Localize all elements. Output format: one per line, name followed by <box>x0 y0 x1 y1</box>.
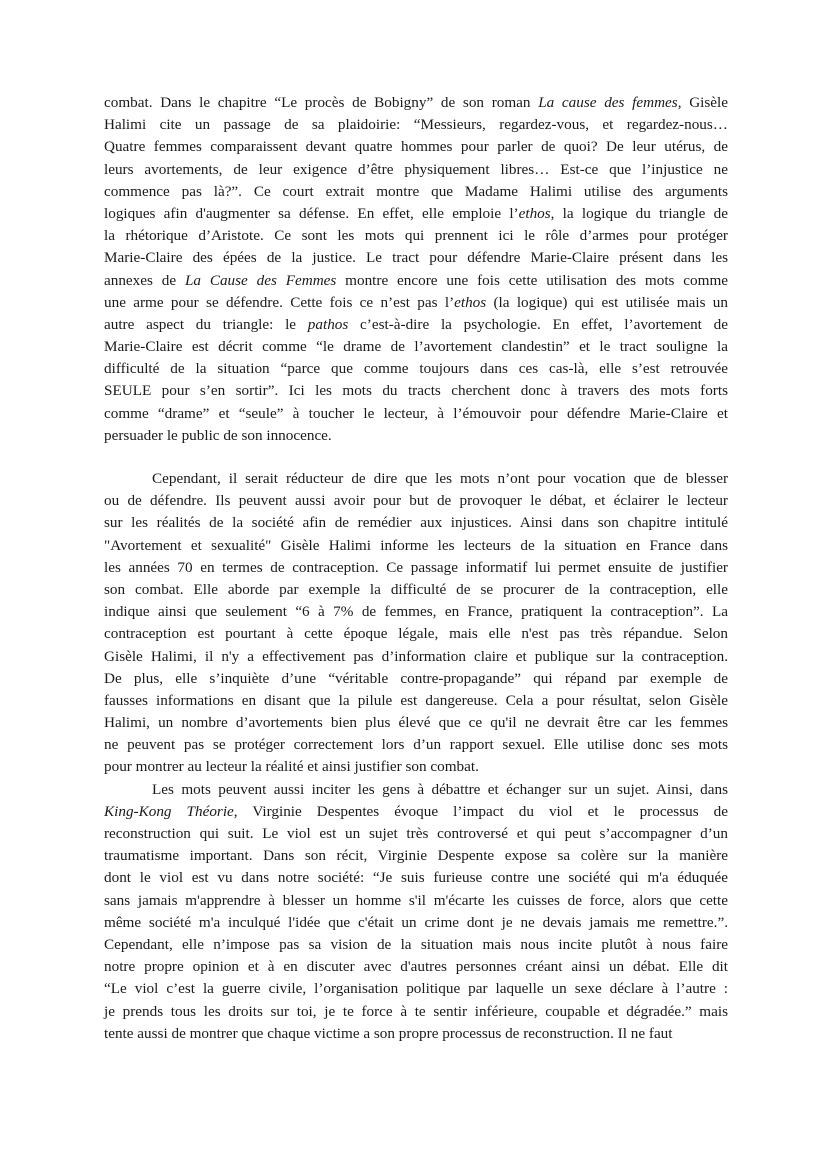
text-line <box>104 358 728 380</box>
text-line <box>104 823 728 845</box>
text-segment: , la logique du triangle de <box>550 204 728 222</box>
text-line <box>104 623 728 645</box>
text-segment: Marie-Claire est décrit comme “le drame de l’avortement clandestin” et le tract souligne la <box>104 338 728 356</box>
text-line <box>104 425 728 447</box>
text-segment: annexes de <box>104 271 185 289</box>
text-line <box>104 490 728 512</box>
text-segment: je prends tous les droits sur toi, je te force à te sentir inférieure, coupable et dégradée.” mais <box>104 1002 728 1020</box>
paragraph-bobigny <box>104 92 728 447</box>
text-line <box>104 779 728 801</box>
text-line <box>104 646 728 668</box>
text-segment: combat. Dans le chapitre “Le procès de Bobigny” de son roman <box>104 94 539 111</box>
text-segment: Les mots peuvent aussi inciter les gens à débattre et échanger sur un sujet. Ainsi, dans <box>152 780 728 798</box>
text-segment: (la logique) qui est utilisée mais un <box>486 293 728 311</box>
text-line <box>104 756 728 778</box>
text-segment: Quatre femmes comparaissent devant quatre hommes pour parler de quoi? De leur utérus, de <box>104 138 728 156</box>
text-segment: reconstruction qui suit. Le viol est un sujet très controversé et qui peut s’accompagner d’un <box>104 825 728 842</box>
text-line <box>104 668 728 690</box>
text-line <box>104 890 728 912</box>
text-segment: “Le viol c’est la guerre civile, l’organisation politique par laquelle un sexe déclare à l’autre : <box>104 980 728 998</box>
text-line <box>104 557 728 579</box>
document-page <box>104 92 728 1045</box>
text-line <box>104 468 728 490</box>
text-segment: Cependant, il serait réducteur de dire que les mots n’ont pour vocation que de blesser <box>152 470 728 487</box>
text-segment: sans jamais m'apprendre à blesser un homme s'il m'écarte les cuisses de force, alors que cette <box>104 891 728 909</box>
text-line <box>104 159 728 181</box>
text-segment: traumatisme important. Dans son récit, Virginie Despente expose sa colère sur la manière <box>104 847 728 865</box>
text-line <box>104 978 728 1000</box>
text-segment: ou de défendre. Ils peuvent aussi avoir pour but de provoquer le débat, et éclairer le lecteur <box>104 492 728 510</box>
text-segment: comme “drame” et “seule” à toucher le lecteur, à l’émouvoir pour défendre Marie-Claire et <box>104 404 728 422</box>
paragraph-contraception <box>104 468 728 779</box>
paragraph-gap <box>104 447 728 468</box>
text-line <box>104 314 728 336</box>
text-segment: Gisèle Halimi, il n'y a effectivement pas d’information claire et publique sur la contraception. <box>104 647 728 665</box>
text-line <box>104 403 728 425</box>
text-segment: autre aspect du triangle: le <box>104 315 308 333</box>
paragraph-king-kong-theorie <box>104 779 728 1045</box>
text-segment: , Gisèle <box>677 94 728 111</box>
text-line <box>104 912 728 934</box>
text-segment: la rhétorique d’Aristote. Ce sont les mots qui prennent ici le rôle d’armes pour protéger <box>104 227 728 245</box>
text-segment: dont le viol est vu dans notre société: “Je suis furieuse contre une société qui m'a éduquée <box>104 869 728 887</box>
italic-title: King-Kong Théorie <box>104 802 234 820</box>
italic-title: ethos <box>518 204 551 222</box>
text-line <box>104 712 728 734</box>
text-line <box>104 535 728 557</box>
text-segment: notre propre opinion et à en discuter avec d'autres personnes créant ainsi un débat. Elle dit <box>104 958 728 976</box>
text-segment: même société m'a inculqué l'idée que c'était un crime dont je ne devais jamais me remettre.”. <box>104 913 728 931</box>
italic-title: La Cause des Femmes <box>184 271 337 289</box>
text-line <box>104 1023 728 1045</box>
text-segment: indique ainsi que seulement “6 à 7% de femmes, en France, pratiquent la contraception”. La <box>104 603 728 621</box>
text-segment: une arme pour se défendre. Cette fois ce n’est pas l’ <box>104 293 455 311</box>
text-line <box>104 270 728 292</box>
text-line <box>104 956 728 978</box>
italic-title: ethos <box>454 293 487 311</box>
text-segment: c’est-à-dire la psychologie. En effet, l’avortement de <box>348 315 728 333</box>
text-line <box>104 867 728 889</box>
text-segment: les années 70 en termes de contraception. Ce passage informatif lui permet ensuite de justifier <box>104 558 728 576</box>
text-line <box>104 845 728 867</box>
text-line <box>104 734 728 756</box>
text-segment: fausses informations en disant que la pilule est dangereuse. Cela a pour résultat, selon Gisèle <box>104 691 728 709</box>
text-segment: difficulté de la situation “parce que comme toujours dans ces cas-là, elle s’est retrouvée <box>104 360 728 378</box>
text-segment: Cependant, elle n’impose pas sa vision de la situation mais nous incite plutôt à nous faire <box>104 935 728 953</box>
text-line <box>104 247 728 269</box>
text-line <box>104 181 728 203</box>
text-line <box>104 114 728 136</box>
text-segment: SEULE pour s’en sortir”. Ici les mots du tracts cherchent donc à travers des mots forts <box>104 382 728 400</box>
text-segment: son combat. Elle aborde par exemple la difficulté de se procurer de la contraception, elle <box>104 580 728 598</box>
text-segment: sur les réalités de la société afin de remédier aux injustices. Ainsi dans son chapitre intitulé <box>104 514 728 532</box>
text-segment: leurs avortements, de leur exigence d’être physiquement libres… Est-ce que l’injustice ne <box>104 160 728 178</box>
italic-title: pathos <box>307 315 349 333</box>
text-segment: "Avortement et sexualité" Gisèle Halimi informe les lecteurs de la situation en France dans <box>104 536 728 554</box>
text-line <box>104 601 728 623</box>
text-line <box>104 225 728 247</box>
text-line <box>104 579 728 601</box>
text-segment: Halimi cite un passage de sa plaidoirie: “Messieurs, regardez-vous, et regardez-nous… <box>104 116 728 134</box>
text-line <box>104 203 728 225</box>
text-line <box>104 336 728 358</box>
text-segment: logiques afin d'augmenter sa défense. En effet, elle emploie l’ <box>104 204 519 222</box>
text-line <box>104 380 728 402</box>
text-line <box>104 690 728 712</box>
italic-title: La cause des femmes <box>538 94 678 111</box>
text-segment: Halimi, un nombre d’avortements bien plus élevé que ce qu'il ne devrait être car les femmes <box>104 714 728 732</box>
text-segment: , Virginie Despentes évoque l’impact du viol et le processus de <box>233 802 728 820</box>
text-segment: commence pas là?”. Ce court extrait montre que Madame Halimi utilise des arguments <box>104 182 728 200</box>
text-segment: persuader le public de son innocence. <box>104 426 332 444</box>
text-line <box>104 934 728 956</box>
text-segment: De plus, elle s’inquiète d’une “véritable contre-propagande” qui répand par exemple de <box>104 669 728 687</box>
text-segment: contraception est pourtant à cette époque légale, mais elle n'est pas très répandue. Selon <box>104 625 728 643</box>
text-segment: Marie-Claire des épées de la justice. Le tract pour défendre Marie-Claire présent dans les <box>104 249 728 267</box>
text-line <box>104 1001 728 1023</box>
text-line <box>104 136 728 158</box>
text-line <box>104 512 728 534</box>
text-segment: ne peuvent pas se protéger correctement lors d’un rapport sexuel. Elle utilise donc ses mots <box>104 736 728 754</box>
text-line <box>104 801 728 823</box>
text-segment: montre encore une fois cette utilisation des mots comme <box>336 271 729 289</box>
text-line <box>104 292 728 314</box>
text-segment: tente aussi de montrer que chaque victime a son propre processus de reconstruction. Il ne faut <box>104 1024 673 1042</box>
text-segment: pour montrer au lecteur la réalité et ainsi justifier son combat. <box>104 758 479 776</box>
text-line <box>104 92 728 114</box>
